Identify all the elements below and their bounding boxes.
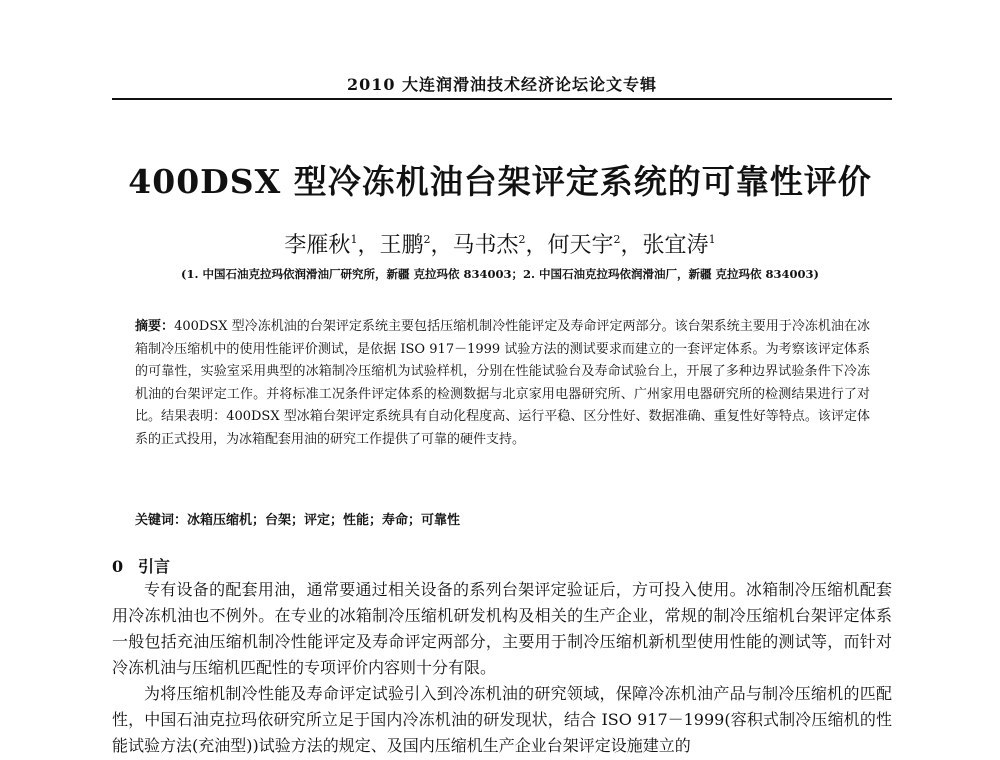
abstract-label: 摘要：	[135, 319, 175, 334]
author-list	[100, 228, 900, 259]
section-heading	[112, 554, 170, 577]
body-text	[112, 577, 892, 759]
keywords-label: 关键词：	[135, 513, 188, 528]
author-separator: ，	[430, 233, 453, 258]
author-separator: ，	[525, 233, 548, 258]
keywords	[135, 509, 870, 528]
author-name: 王鹏	[379, 233, 424, 258]
author-name: 马书杰	[452, 233, 519, 258]
author-separator: ，	[357, 233, 380, 258]
header-rule	[112, 98, 892, 100]
abstract	[135, 316, 870, 451]
abstract-text: 400DSX 型冷冻机油的台架评定系统主要包括压缩机制冷性能评定及寿命评定两部分。该台架系统主要用于冷冻机油在冰箱制冷压缩机中的使用性能评价测试，是依据 ISO 917－1999 试验方法的测试要求而建立的一套评定体系。为考察该评定体系的可靠性，实验室采用典型的冰箱制冷压缩机为试验样机，分别在性能试验台及寿命试验台上，开展了多种边界试验条件下冷冻机油的台架评定工作。并将标准工况条件评定体系的检测数据与北京家用电器研究所、广州家用电器研究所的检测结果进行了对比。结果表明：400DSX 型冰箱台架评定系统具有自动化程度高、运行平稳、区分性好、数据准确、重复性好等特点。该评定体系的正式投用，为冰箱配套用油的研究工作提供了可靠的硬件支持。	[135, 319, 870, 447]
author-affiliation-mark: 2	[613, 233, 621, 246]
section-number: 0	[112, 557, 124, 576]
author-separator: ，	[620, 233, 643, 258]
paper-title: 400DSX 型冷冻机油台架评定系统的可靠性评价	[128, 162, 872, 201]
author-name: 张宜涛	[642, 233, 709, 258]
author-affiliation-mark: 2	[423, 233, 431, 246]
keywords-text: 冰箱压缩机；台架；评定；性能；寿命；可靠性	[187, 513, 461, 528]
body-paragraph: 专有设备的配套用油，通常要通过相关设备的系列台架评定验证后，方可投入使用。冰箱制冷压缩机配套用冷冻机油也不例外。在专业的冰箱制冷压缩机研发机构及相关的生产企业，常规的制冷压缩机台架评定体系一般包括充油压缩机制冷性能评定及寿命评定两部分，主要用于制冷压缩机新机型使用性能的测试等，而针对冷冻机油与压缩机匹配性的专项评价内容则十分有限。	[112, 580, 892, 677]
author-affiliation-mark: 1	[350, 233, 358, 246]
body-paragraph: 为将压缩机制冷性能及寿命评定试验引入到冷冻机油的研究领域，保障冷冻机油产品与制冷压缩机的匹配性，中国石油克拉玛依研究所立足于国内冷冻机油的研发现状，结合 ISO 917－1999(容积式制冷压缩机的性能试验方法(充油型))试验方法的规定、及国内压缩机生产企业台架评定设施建立的	[112, 684, 892, 755]
author-affiliation-mark: 2	[518, 233, 526, 246]
author-name: 李雁秋	[284, 233, 351, 258]
section-title: 引言	[138, 557, 171, 576]
affiliation-line: (1. 中国石油克拉玛依润滑油厂研究所，新疆 克拉玛依 834003；2. 中国石油克拉玛依润滑油厂，新疆 克拉玛依 834003)	[181, 267, 819, 281]
author-name: 何天宇	[547, 233, 614, 258]
author-affiliation-mark: 1	[708, 233, 716, 246]
running-header: 2010 大连润滑油技术经济论坛论文专辑	[346, 75, 658, 94]
